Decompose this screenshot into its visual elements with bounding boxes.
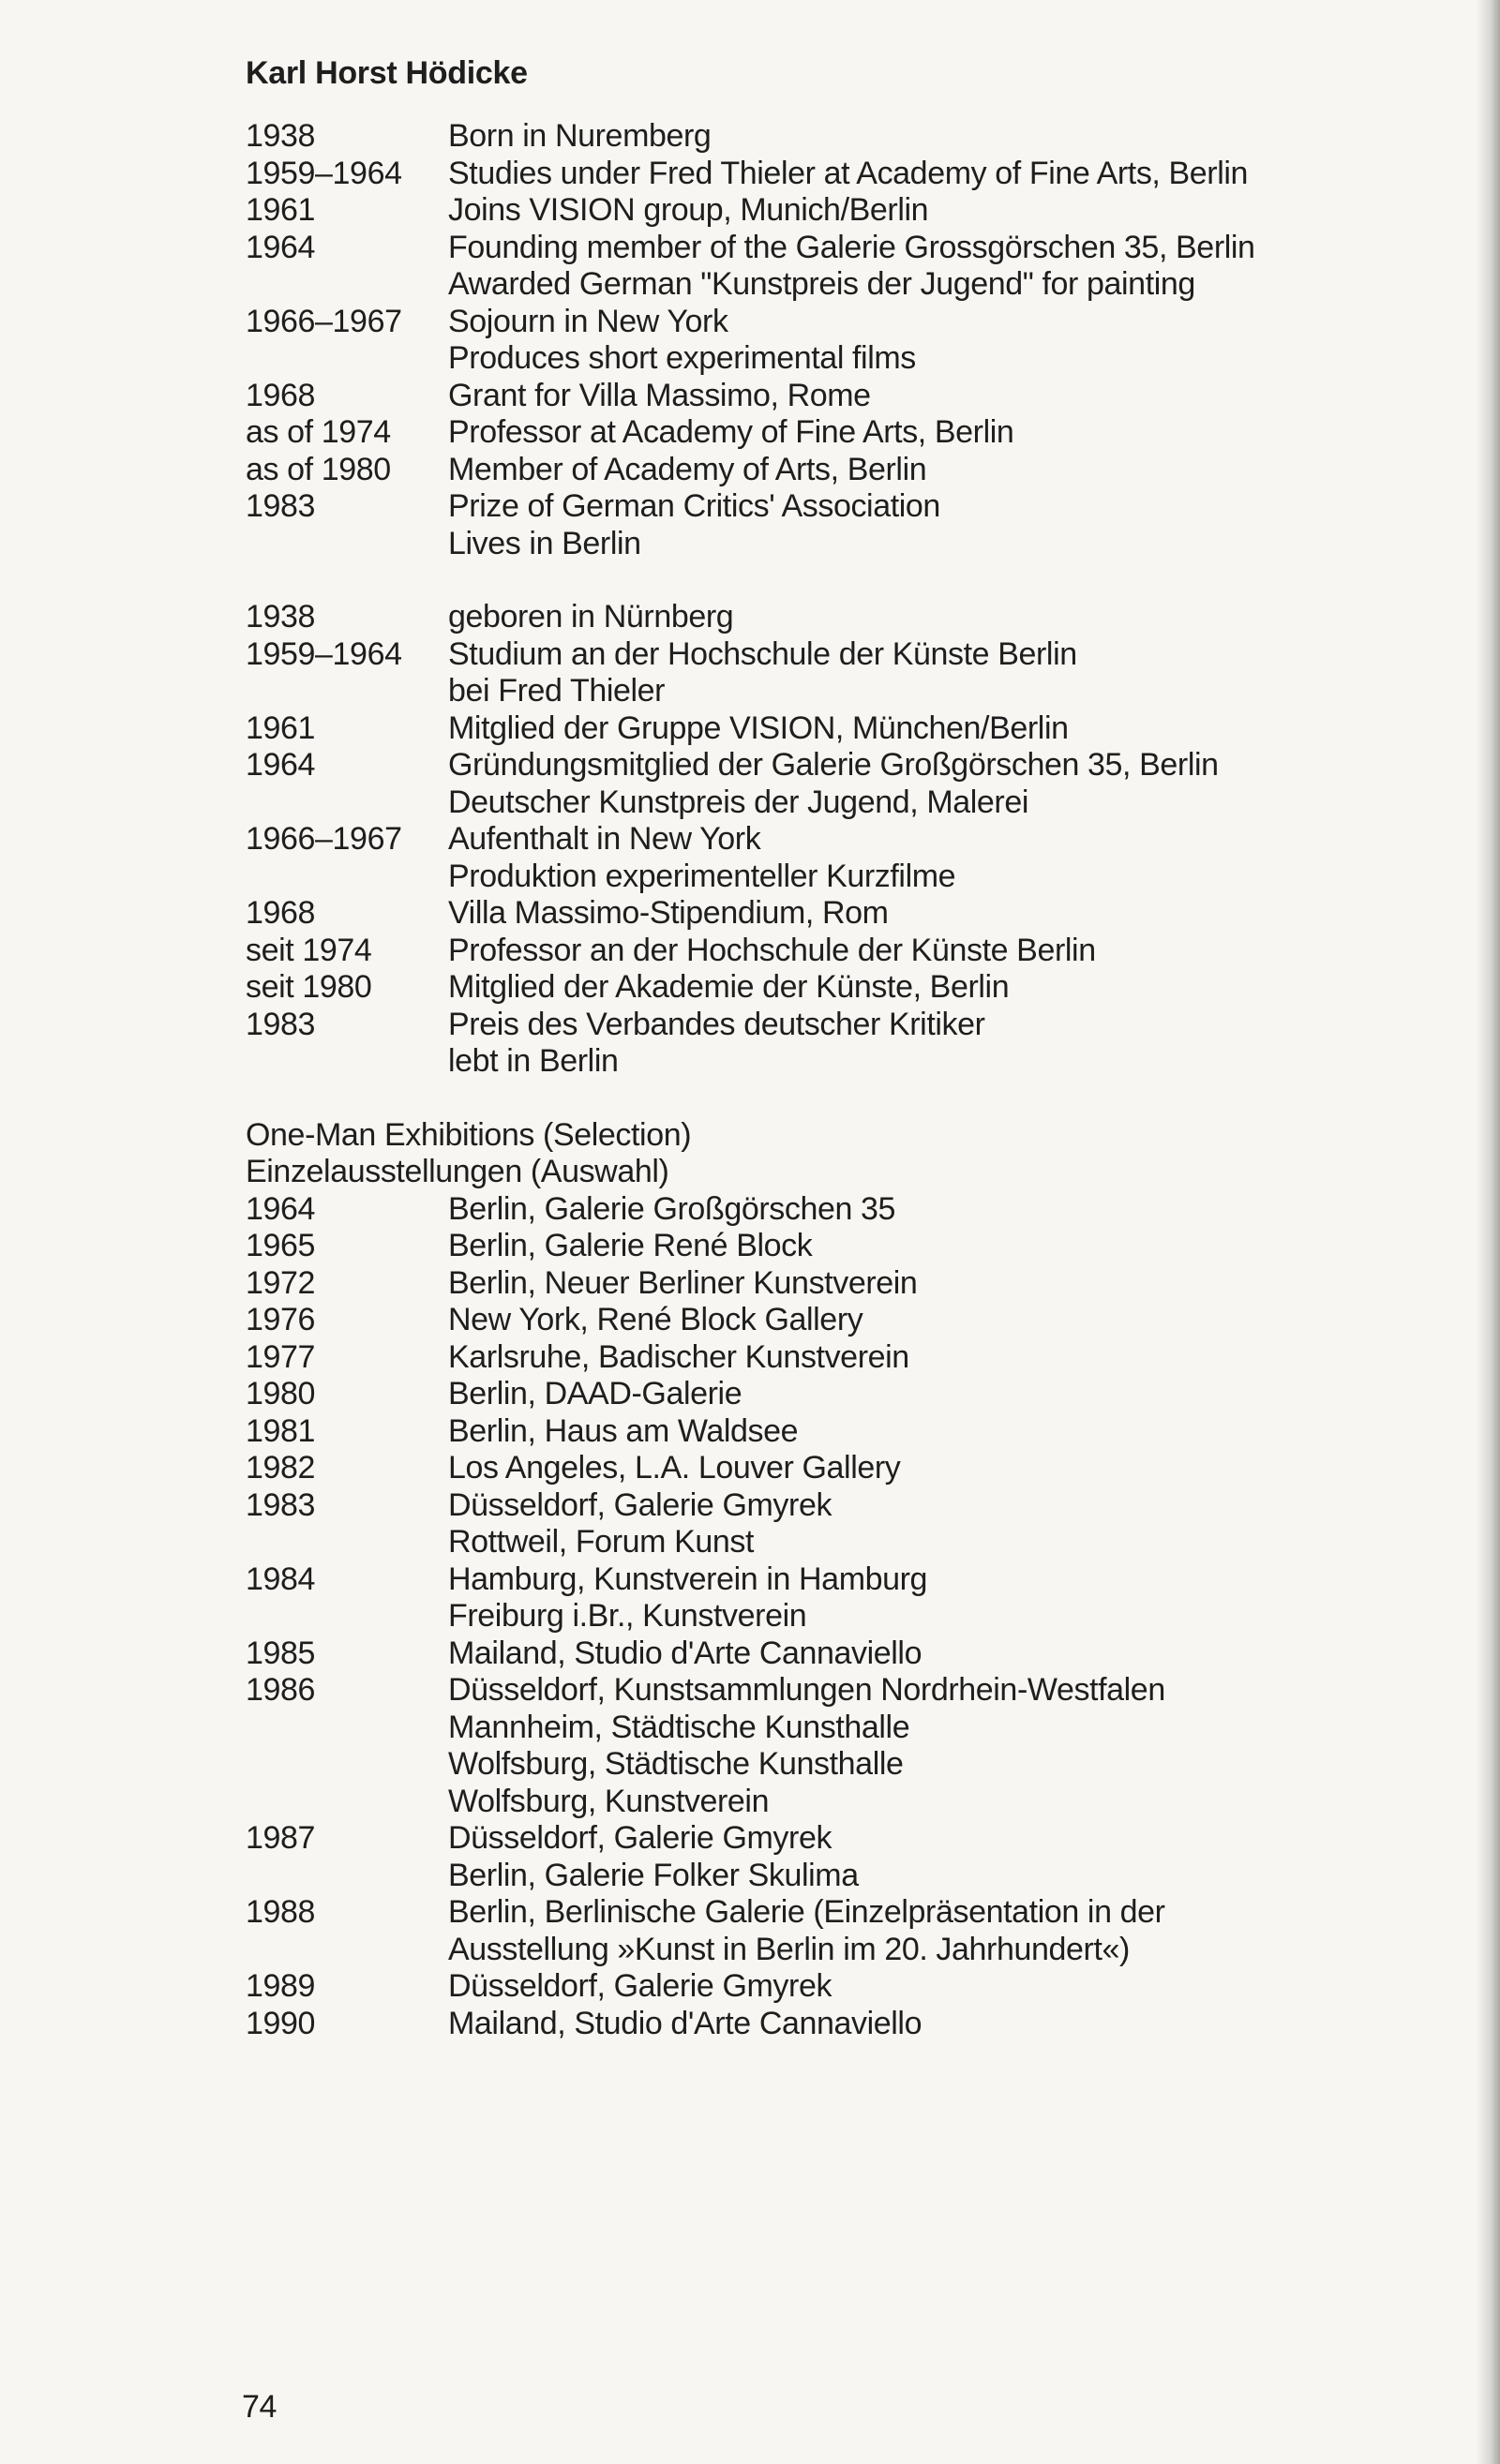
entry-text: Villa Massimo-Stipendium, Rom bbox=[448, 895, 889, 931]
entry-year: 1989 bbox=[246, 1968, 316, 2004]
entry-text: Hamburg, Kunstverein in Hamburg bbox=[448, 1561, 928, 1597]
entry-text: Deutscher Kunstpreis der Jugend, Malerei bbox=[448, 784, 1028, 820]
entry-year: 1968 bbox=[246, 377, 316, 413]
entry-text: Düsseldorf, Kunstsammlungen Nordrhein-Westfalen bbox=[448, 1672, 1165, 1708]
list-item bbox=[246, 452, 1352, 489]
entry-text: Grant for Villa Massimo, Rome bbox=[448, 377, 871, 413]
entry-year: 1968 bbox=[246, 895, 316, 931]
entry-year: 1985 bbox=[246, 1635, 316, 1671]
entry-year bbox=[246, 340, 448, 378]
list-item bbox=[246, 266, 1352, 304]
entry-text: Founding member of the Galerie Grossgörschen 35, Berlin bbox=[448, 229, 1255, 265]
entry-text: Professor an der Hochschule der Künste Berlin bbox=[448, 932, 1096, 968]
list-item bbox=[246, 933, 1352, 970]
entry-year bbox=[246, 526, 448, 563]
entry-text: Produces short experimental films bbox=[448, 340, 916, 376]
entry-text: Düsseldorf, Galerie Gmyrek bbox=[448, 1820, 832, 1856]
entry-text: geboren in Nürnberg bbox=[448, 599, 734, 635]
entry-text: Rottweil, Forum Kunst bbox=[448, 1524, 755, 1560]
entry-year: as of 1980 bbox=[246, 451, 391, 487]
entry-text: Karlsruhe, Badischer Kunstverein bbox=[448, 1338, 909, 1375]
entry-text: Ausstellung »Kunst in Berlin im 20. Jahrhundert«) bbox=[448, 1931, 1130, 1967]
list-item bbox=[246, 747, 1352, 784]
list-item bbox=[246, 1672, 1352, 1710]
entry-text: Berlin, Neuer Berliner Kunstverein bbox=[448, 1264, 918, 1301]
list-item bbox=[246, 1265, 1352, 1303]
exhibitions-heading-english: One-Man Exhibitions (Selection) bbox=[246, 1116, 692, 1153]
entry-year: 1980 bbox=[246, 1376, 316, 1411]
entry-text: Joins VISION group, Munich/Berlin bbox=[448, 192, 929, 228]
entry-year: 1964 bbox=[246, 229, 316, 265]
exhibitions-heading-german: Einzelausstellungen (Auswahl) bbox=[246, 1154, 669, 1189]
entry-year: 1961 bbox=[246, 709, 316, 746]
list-item bbox=[246, 1968, 1352, 2006]
list-item bbox=[246, 526, 1352, 563]
entry-year bbox=[246, 784, 448, 822]
list-item bbox=[246, 636, 1352, 674]
list-item bbox=[246, 784, 1352, 822]
entry-text: Studium an der Hochschule der Künste Berlin bbox=[448, 635, 1077, 672]
entry-year: 1972 bbox=[246, 1264, 316, 1301]
entry-text: Lives in Berlin bbox=[448, 525, 641, 561]
entry-text: Mitglied der Akademie der Künste, Berlin bbox=[448, 969, 1010, 1005]
entry-year: 1959–1964 bbox=[246, 155, 402, 191]
entry-year bbox=[246, 1524, 448, 1561]
entry-year bbox=[246, 1746, 448, 1784]
list-item bbox=[246, 710, 1352, 748]
list-item bbox=[246, 230, 1352, 267]
entry-text: New York, René Block Gallery bbox=[448, 1302, 863, 1337]
list-item bbox=[246, 1487, 1352, 1525]
entry-year: 1976 bbox=[246, 1302, 316, 1337]
artist-name-heading: Karl Horst Hödicke bbox=[246, 55, 528, 91]
entry-year bbox=[246, 673, 448, 710]
entry-year: 1977 bbox=[246, 1338, 316, 1375]
list-item bbox=[246, 969, 1352, 1007]
list-item bbox=[246, 378, 1352, 415]
list-item bbox=[246, 118, 1352, 156]
entry-year bbox=[246, 859, 448, 896]
list-item bbox=[246, 1376, 1352, 1413]
entry-text: Düsseldorf, Galerie Gmyrek bbox=[448, 1968, 832, 2004]
list-item bbox=[246, 1450, 1352, 1487]
entry-year: 1987 bbox=[246, 1820, 316, 1856]
entry-text: Mitglied der Gruppe VISION, München/Berlin bbox=[448, 709, 1069, 746]
entry-year: 1961 bbox=[246, 192, 316, 228]
list-item bbox=[246, 1710, 1352, 1747]
list-item bbox=[246, 1007, 1352, 1044]
list-item bbox=[246, 673, 1352, 710]
entry-text: Gründungsmitglied der Galerie Großgörschen 35, Berlin bbox=[448, 747, 1219, 783]
page-number: 74 bbox=[242, 2389, 278, 2425]
entry-text: Berlin, Berlinische Galerie (Einzelpräsentation in der bbox=[448, 1894, 1165, 1930]
list-item bbox=[246, 1561, 1352, 1599]
entry-year bbox=[246, 1932, 448, 1969]
entry-year: 1964 bbox=[246, 1190, 316, 1227]
list-item bbox=[246, 1302, 1352, 1339]
list-item bbox=[246, 1820, 1352, 1858]
entry-text: Berlin, Galerie Großgörschen 35 bbox=[448, 1190, 896, 1227]
list-item bbox=[246, 192, 1352, 230]
list-item bbox=[246, 414, 1352, 452]
biography-english bbox=[246, 118, 1352, 562]
list-item bbox=[246, 1413, 1352, 1451]
entry-text: Berlin, Galerie Folker Skulima bbox=[448, 1857, 859, 1893]
list-item bbox=[246, 821, 1352, 859]
entry-year: 1959–1964 bbox=[246, 635, 402, 672]
entry-text: Berlin, Galerie René Block bbox=[448, 1228, 813, 1263]
list-item bbox=[246, 895, 1352, 933]
entry-text: Freiburg i.Br., Kunstverein bbox=[448, 1598, 807, 1634]
entry-year bbox=[246, 1043, 448, 1081]
list-item bbox=[246, 2006, 1352, 2043]
list-item bbox=[246, 1894, 1352, 1932]
list-item bbox=[246, 1339, 1352, 1377]
exhibitions-list bbox=[246, 1191, 1352, 2043]
entry-text: Studies under Fred Thieler at Academy of Fine Arts, Berlin bbox=[448, 155, 1249, 191]
page-content bbox=[246, 54, 1352, 2042]
entry-year: 1984 bbox=[246, 1561, 316, 1597]
list-item bbox=[246, 1746, 1352, 1784]
list-item bbox=[246, 1932, 1352, 1969]
entry-year: 1988 bbox=[246, 1894, 316, 1930]
entry-text: Professor at Academy of Fine Arts, Berlin bbox=[448, 414, 1014, 450]
entry-year bbox=[246, 266, 448, 304]
list-item bbox=[246, 488, 1352, 526]
list-item bbox=[246, 1784, 1352, 1821]
entry-text: Düsseldorf, Galerie Gmyrek bbox=[448, 1486, 832, 1523]
entry-year bbox=[246, 1710, 448, 1747]
entry-text: Berlin, Haus am Waldsee bbox=[448, 1412, 799, 1449]
entry-year: 1966–1967 bbox=[246, 821, 402, 857]
entry-text: Wolfsburg, Städtische Kunsthalle bbox=[448, 1746, 904, 1782]
entry-year: 1964 bbox=[246, 747, 316, 783]
entry-year: 1990 bbox=[246, 2005, 316, 2041]
list-item bbox=[246, 304, 1352, 341]
entry-year: 1965 bbox=[246, 1228, 316, 1263]
entry-year: 1966–1967 bbox=[246, 303, 402, 339]
list-item bbox=[246, 1228, 1352, 1265]
entry-text: Aufenthalt in New York bbox=[448, 821, 761, 857]
entry-text: Member of Academy of Arts, Berlin bbox=[448, 451, 927, 487]
entry-year bbox=[246, 1784, 448, 1821]
entry-text: Preis des Verbandes deutscher Kritiker bbox=[448, 1006, 985, 1042]
entry-year bbox=[246, 1858, 448, 1895]
list-item bbox=[246, 599, 1352, 636]
biography-german bbox=[246, 599, 1352, 1081]
entry-year: 1983 bbox=[246, 488, 316, 524]
list-item bbox=[246, 1524, 1352, 1561]
list-item bbox=[246, 1191, 1352, 1229]
entry-year: 1938 bbox=[246, 118, 316, 154]
entry-year: 1983 bbox=[246, 1486, 316, 1523]
entry-text: Mailand, Studio d'Arte Cannaviello bbox=[448, 2005, 922, 2041]
entry-year: seit 1980 bbox=[246, 969, 372, 1005]
entry-text: Berlin, DAAD-Galerie bbox=[448, 1376, 742, 1411]
entry-year bbox=[246, 1598, 448, 1635]
list-item bbox=[246, 859, 1352, 896]
entry-text: Mannheim, Städtische Kunsthalle bbox=[448, 1709, 910, 1745]
entry-year: seit 1974 bbox=[246, 932, 372, 968]
list-item bbox=[246, 1043, 1352, 1081]
page-edge-shadow bbox=[1476, 0, 1500, 2464]
entry-text: Mailand, Studio d'Arte Cannaviello bbox=[448, 1635, 922, 1671]
entry-text: Awarded German "Kunstpreis der Jugend" for painting bbox=[448, 266, 1195, 302]
entry-year: 1981 bbox=[246, 1412, 316, 1449]
exhibitions-section bbox=[246, 1117, 1352, 2043]
list-item bbox=[246, 1858, 1352, 1895]
list-item bbox=[246, 1635, 1352, 1673]
entry-text: bei Fred Thieler bbox=[448, 673, 666, 709]
list-item bbox=[246, 1598, 1352, 1635]
entry-text: Born in Nuremberg bbox=[448, 118, 712, 154]
entry-text: Wolfsburg, Kunstverein bbox=[448, 1783, 770, 1819]
entry-year: as of 1974 bbox=[246, 414, 391, 450]
entry-year: 1983 bbox=[246, 1006, 316, 1042]
list-item bbox=[246, 156, 1352, 193]
entry-text: Prize of German Critics' Association bbox=[448, 488, 940, 524]
entry-year: 1982 bbox=[246, 1450, 316, 1486]
entry-year: 1938 bbox=[246, 599, 316, 635]
entry-text: Sojourn in New York bbox=[448, 303, 728, 339]
entry-text: Produktion experimenteller Kurzfilme bbox=[448, 858, 956, 894]
list-item bbox=[246, 340, 1352, 378]
entry-year: 1986 bbox=[246, 1672, 316, 1708]
entry-text: Los Angeles, L.A. Louver Gallery bbox=[448, 1450, 901, 1486]
entry-text: lebt in Berlin bbox=[448, 1043, 619, 1079]
